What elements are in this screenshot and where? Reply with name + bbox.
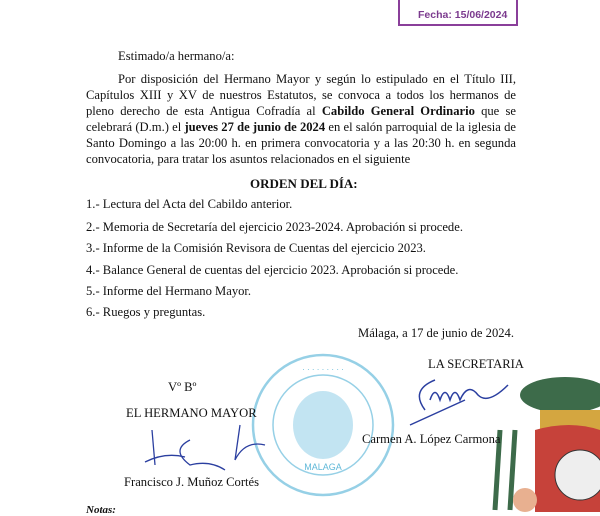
date-box bbox=[398, 0, 518, 26]
para-bold-date: jueves 27 de junio de 2024 bbox=[184, 120, 326, 134]
agenda-item: 1.- Lectura del Acta del Cabildo anterior. bbox=[86, 197, 293, 211]
president-name: Francisco J. Muñoz Cortés bbox=[124, 475, 260, 489]
agenda-item: 6.- Ruegos y preguntas. bbox=[86, 305, 206, 319]
agenda-item: 5.- Informe del Hermano Mayor. bbox=[86, 284, 252, 298]
greeting: Estimado/a hermano/a: bbox=[118, 49, 235, 63]
vobo: Vº Bº bbox=[168, 380, 197, 394]
date-label: Fecha: 15/06/2024 bbox=[418, 9, 508, 21]
notes-label: Notas: bbox=[86, 504, 116, 516]
para-text: Por disposición del Hermano Mayor y según lo estipulado en el Título III, Capítulos XIII y XV de nuestros Estatutos, se convoca a todos los hermanos de pleno derecho de esta Antigua Cofradía al bbox=[86, 72, 516, 118]
secretary-title: LA SECRETARIA bbox=[428, 357, 524, 371]
president-title: EL HERMANO MAYOR bbox=[126, 406, 257, 420]
svg-text:· · · · · · · · ·: · · · · · · · · · bbox=[302, 365, 344, 374]
svg-text:MALAGA: MALAGA bbox=[304, 462, 342, 472]
president-signature bbox=[140, 420, 280, 475]
agenda-item: 3.- Informe de la Comisión Revisora de Cuentas del ejercicio 2023. bbox=[86, 241, 426, 255]
secretary-name: Carmen A. López Carmona bbox=[362, 432, 501, 446]
para-text: en el salón parroquial de la iglesia de Santo Domingo a las 20:00 h. en primera convocatoria y a las 20:30 h. en segunda convocatoria, para tratar los asuntos relacionados en el siguiente bbox=[86, 120, 516, 166]
agenda-title: ORDEN DEL DÍA: bbox=[250, 176, 358, 191]
agenda-item: 4.- Balance General de cuentas del ejercicio 2023. Aprobación si procede. bbox=[86, 263, 459, 277]
place-date: Málaga, a 17 de junio de 2024. bbox=[358, 326, 514, 340]
convocation-paragraph bbox=[86, 71, 516, 167]
para-text: que se celebrará (D.m.) el bbox=[86, 104, 516, 134]
agenda-item: 2.- Memoria de Secretaría del ejercicio 2023-2024. Aprobación si procede. bbox=[86, 220, 463, 234]
para-bold-cabildo: Cabildo General Ordinario bbox=[321, 104, 475, 118]
secretary-signature bbox=[405, 370, 515, 430]
